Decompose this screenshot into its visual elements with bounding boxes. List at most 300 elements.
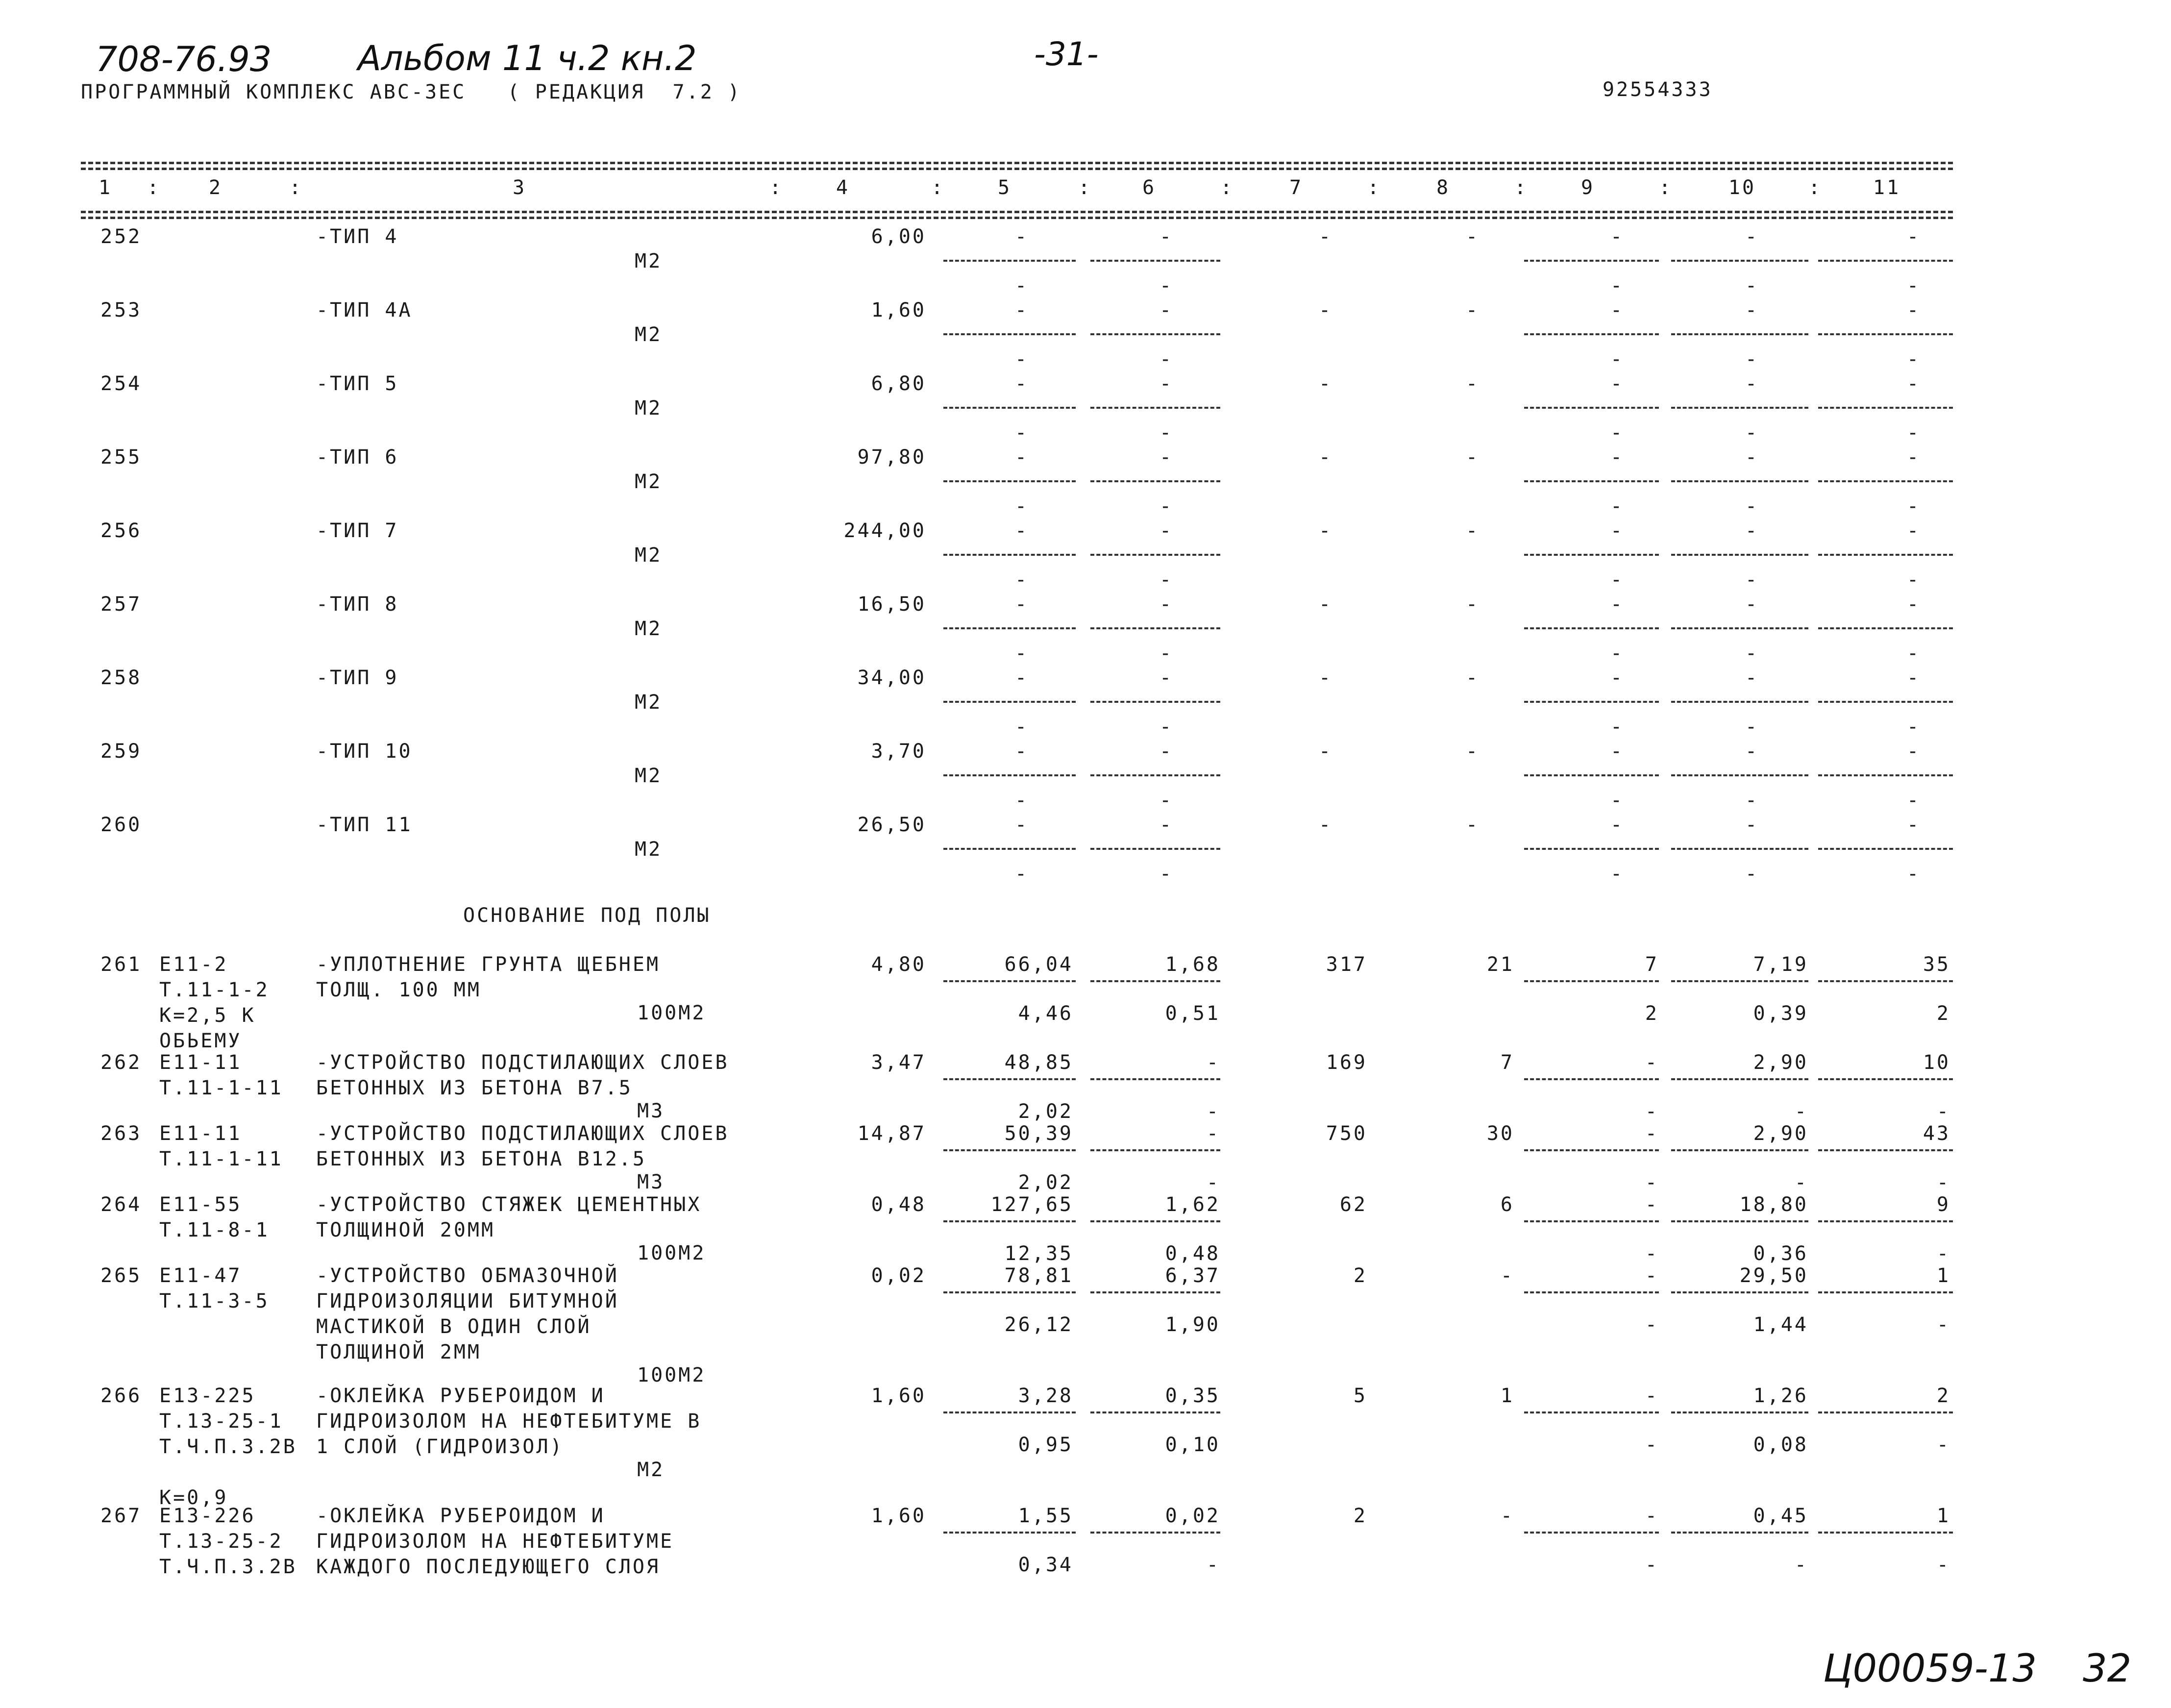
- unit: М3: [637, 1100, 665, 1122]
- machine-cost: 0,02: [1165, 1505, 1220, 1527]
- cell-divider: [1090, 1411, 1220, 1413]
- value-dash: -: [1014, 789, 1029, 812]
- value-dash: -: [1465, 814, 1480, 836]
- cell-divider: [1524, 701, 1659, 703]
- item-name: -ТИП 8: [316, 593, 399, 616]
- total-cost: 750: [1326, 1122, 1367, 1145]
- machine-wage: 0,48: [1165, 1242, 1220, 1265]
- unit: М2: [635, 765, 663, 787]
- unit: М2: [637, 1459, 665, 1481]
- cell-divider: [1090, 1078, 1220, 1080]
- labor-unit: 2,90: [1753, 1122, 1808, 1145]
- machine-cost: 1,62: [1165, 1193, 1220, 1216]
- labor-machinist-total: -: [1936, 1100, 1950, 1123]
- machine-total: 1: [1500, 1385, 1514, 1407]
- machine-wage-total: 2: [1645, 1002, 1659, 1025]
- value-dash: -: [1159, 789, 1174, 812]
- unit: М2: [635, 250, 663, 272]
- value-dash: -: [1906, 225, 1921, 248]
- norm-code: Е11-11: [159, 1122, 242, 1145]
- quantity: 3,70: [871, 740, 926, 763]
- value-dash: -: [1159, 863, 1174, 885]
- row-number: 264: [100, 1193, 142, 1216]
- total-cost: 62: [1339, 1193, 1367, 1216]
- value-dash: -: [1906, 789, 1921, 812]
- value-dash: -: [1610, 495, 1625, 518]
- value-dash: -: [1745, 299, 1759, 322]
- unit: М2: [635, 470, 663, 493]
- value-dash: -: [1465, 299, 1480, 322]
- quantity: 6,00: [871, 225, 926, 248]
- labor-total: 43: [1923, 1122, 1950, 1145]
- value-dash: -: [1159, 299, 1174, 322]
- value-dash: -: [1906, 348, 1921, 371]
- work-description: -УСТРОЙСТВО ПОДСТИЛАЮЩИХ СЛОЕВ: [316, 1122, 729, 1145]
- labor-machinist-total: -: [1936, 1313, 1950, 1336]
- machine-cost: -: [1206, 1051, 1220, 1074]
- cell-divider: [1090, 980, 1220, 982]
- handwritten-sheet-code: Ц00059-13: [1823, 1647, 2037, 1691]
- value-dash: -: [1318, 225, 1333, 248]
- norm-code: Т.11-1-11: [159, 1148, 283, 1170]
- value-dash: -: [1318, 372, 1333, 395]
- item-name: -ТИП 6: [316, 446, 399, 469]
- cell-divider: [1524, 980, 1659, 982]
- labor-machinist: 0,36: [1753, 1242, 1808, 1265]
- cell-divider: [943, 1149, 1076, 1151]
- work-description: -УСТРОЙСТВО ОБМАЗОЧНОЙ: [316, 1264, 619, 1287]
- value-dash: -: [1745, 348, 1759, 371]
- norm-code: Т.11-8-1: [159, 1219, 270, 1241]
- work-description: -УПЛОТНЕНИЕ ГРУНТА ЩЕБНЕМ: [316, 953, 661, 976]
- handwritten-sheet-number: 32: [2083, 1647, 2132, 1691]
- machine-cost: 1,68: [1165, 953, 1220, 976]
- cell-divider: [943, 333, 1076, 335]
- value-dash: -: [1906, 642, 1921, 665]
- value-dash: -: [1318, 740, 1333, 763]
- header-rule-top: [81, 162, 1953, 164]
- row-number: 265: [100, 1264, 142, 1287]
- work-description: ГИДРОИЗОЛОМ НА НЕФТЕБИТУМЕ В: [316, 1410, 702, 1433]
- value-dash: -: [1014, 667, 1029, 689]
- value-dash: -: [1465, 225, 1480, 248]
- column-separator: :: [289, 176, 303, 199]
- header-rule-bottom-2: [81, 217, 1953, 219]
- unit-wage: 4,46: [1018, 1002, 1073, 1025]
- value-dash: -: [1014, 372, 1029, 395]
- machine-wage-total: -: [1645, 1100, 1659, 1123]
- row-number: 267: [100, 1505, 142, 1527]
- machine-wage-total: -: [1645, 1171, 1659, 1194]
- value-dash: -: [1610, 740, 1625, 763]
- value-dash: -: [1159, 348, 1174, 371]
- unit: М2: [635, 544, 663, 567]
- wages-total: 7: [1645, 953, 1659, 976]
- cell-divider: [943, 848, 1076, 850]
- cell-divider: [1818, 701, 1953, 703]
- cell-divider: [1671, 260, 1808, 262]
- cell-divider: [1671, 1532, 1808, 1534]
- cell-divider: [1524, 1220, 1659, 1222]
- value-dash: -: [1906, 569, 1921, 591]
- cell-divider: [1090, 333, 1220, 335]
- program-line: ПРОГРАММНЫЙ КОМПЛЕКС АВС-ЗЕС ( РЕДАКЦИЯ 7.2 ): [81, 81, 741, 103]
- value-dash: -: [1906, 863, 1921, 885]
- unit: М3: [637, 1171, 665, 1193]
- value-dash: -: [1745, 740, 1759, 763]
- row-number: 254: [100, 372, 142, 395]
- value-dash: -: [1610, 299, 1625, 322]
- value-dash: -: [1465, 372, 1480, 395]
- labor-unit: 7,19: [1753, 953, 1808, 976]
- value-dash: -: [1610, 569, 1625, 591]
- value-dash: -: [1610, 225, 1625, 248]
- value-dash: -: [1745, 446, 1759, 469]
- item-name: -ТИП 7: [316, 520, 399, 542]
- cell-divider: [943, 627, 1076, 629]
- wages-total: -: [1645, 1505, 1659, 1527]
- total-cost: 317: [1326, 953, 1367, 976]
- cell-divider: [1524, 1291, 1659, 1293]
- value-dash: -: [1159, 421, 1174, 444]
- cell-divider: [1818, 333, 1953, 335]
- value-dash: -: [1610, 863, 1625, 885]
- value-dash: -: [1745, 789, 1759, 812]
- work-description: -УСТРОЙСТВО СТЯЖЕК ЦЕМЕНТНЫХ: [316, 1193, 702, 1216]
- cell-divider: [1671, 627, 1808, 629]
- value-dash: -: [1610, 372, 1625, 395]
- value-dash: -: [1745, 814, 1759, 836]
- cell-divider: [1671, 1291, 1808, 1293]
- cell-divider: [943, 1220, 1076, 1222]
- value-dash: -: [1159, 274, 1174, 297]
- value-dash: -: [1159, 642, 1174, 665]
- value-dash: -: [1014, 863, 1029, 885]
- work-description: ГИДРОИЗОЛОМ НА НЕФТЕБИТУМЕ: [316, 1530, 674, 1553]
- cell-divider: [1090, 407, 1220, 409]
- work-description: ТОЛЩИНОЙ 20ММ: [316, 1219, 495, 1241]
- norm-code: Е11-47: [159, 1264, 242, 1287]
- item-name: -ТИП 5: [316, 372, 399, 395]
- item-name: -ТИП 4: [316, 225, 399, 248]
- unit-wage: 26,12: [1004, 1313, 1073, 1336]
- cell-divider: [1671, 554, 1808, 556]
- cell-divider: [943, 980, 1076, 982]
- quantity: 3,47: [871, 1051, 926, 1074]
- quantity: 4,80: [871, 953, 926, 976]
- cell-divider: [1524, 480, 1659, 482]
- machine-total: -: [1500, 1505, 1514, 1527]
- row-number: 253: [100, 299, 142, 322]
- handwritten-album-code: 708-76.93: [96, 39, 272, 79]
- value-dash: -: [1159, 520, 1174, 542]
- row-number: 255: [100, 446, 142, 469]
- column-separator: :: [769, 176, 784, 199]
- value-dash: -: [1745, 642, 1759, 665]
- norm-code: К=2,5 К: [159, 1004, 256, 1027]
- value-dash: -: [1745, 520, 1759, 542]
- norm-code: Т.11-1-11: [159, 1077, 283, 1099]
- column-header-4: 4: [836, 176, 850, 199]
- value-dash: -: [1745, 421, 1759, 444]
- row-number: 261: [100, 953, 142, 976]
- value-dash: -: [1465, 667, 1480, 689]
- labor-machinist: -: [1794, 1554, 1808, 1576]
- cell-divider: [943, 774, 1076, 776]
- value-dash: -: [1159, 593, 1174, 616]
- cell-divider: [943, 701, 1076, 703]
- value-dash: -: [1906, 372, 1921, 395]
- item-name: -ТИП 11: [316, 814, 413, 836]
- column-separator: :: [1220, 176, 1234, 199]
- norm-code: Е11-2: [159, 953, 228, 976]
- machine-total: 6: [1500, 1193, 1514, 1216]
- work-description: -ОКЛЕЙКА РУБЕРОИДОМ И: [316, 1385, 605, 1407]
- value-dash: -: [1318, 520, 1333, 542]
- work-description: МАСТИКОЙ В ОДИН СЛОЙ: [316, 1315, 592, 1338]
- cell-divider: [1090, 848, 1220, 850]
- work-description: ГИДРОИЗОЛЯЦИИ БИТУМНОЙ: [316, 1290, 619, 1312]
- machine-wage-total: -: [1645, 1434, 1659, 1456]
- machine-wage: -: [1206, 1171, 1220, 1194]
- value-dash: -: [1014, 569, 1029, 591]
- cell-divider: [943, 407, 1076, 409]
- value-dash: -: [1318, 667, 1333, 689]
- unit-cost: 127,65: [990, 1193, 1073, 1216]
- machine-wage: 0,10: [1165, 1434, 1220, 1456]
- value-dash: -: [1745, 569, 1759, 591]
- cell-divider: [1090, 1220, 1220, 1222]
- machine-wage-total: -: [1645, 1242, 1659, 1265]
- norm-code: Т.11-1-2: [159, 979, 270, 1001]
- value-dash: -: [1610, 667, 1625, 689]
- column-separator: :: [147, 176, 161, 199]
- column-header-5: 5: [997, 176, 1012, 199]
- cell-divider: [1818, 1532, 1953, 1534]
- value-dash: -: [1906, 274, 1921, 297]
- item-name: -ТИП 10: [316, 740, 413, 763]
- value-dash: -: [1014, 348, 1029, 371]
- value-dash: -: [1745, 593, 1759, 616]
- value-dash: -: [1159, 740, 1174, 763]
- labor-total: 2: [1936, 1385, 1950, 1407]
- cell-divider: [1818, 774, 1953, 776]
- machine-wage: 1,90: [1165, 1313, 1220, 1336]
- unit: 100М2: [637, 1364, 706, 1386]
- cell-divider: [1818, 1220, 1953, 1222]
- quantity: 0,48: [871, 1193, 926, 1216]
- machine-total: -: [1500, 1264, 1514, 1287]
- quantity: 6,80: [871, 372, 926, 395]
- labor-total: 9: [1936, 1193, 1950, 1216]
- value-dash: -: [1159, 814, 1174, 836]
- quantity: 244,00: [843, 520, 926, 542]
- value-dash: -: [1014, 593, 1029, 616]
- cell-divider: [1090, 260, 1220, 262]
- cell-divider: [1671, 1149, 1808, 1151]
- cell-divider: [1671, 1078, 1808, 1080]
- cell-divider: [1524, 1078, 1659, 1080]
- machine-wage: 0,51: [1165, 1002, 1220, 1025]
- row-number: 256: [100, 520, 142, 542]
- labor-total: 1: [1936, 1505, 1950, 1527]
- unit: М2: [635, 691, 663, 714]
- cell-divider: [1524, 1149, 1659, 1151]
- header-rule-bottom: [81, 211, 1953, 213]
- cell-divider: [1090, 627, 1220, 629]
- row-number: 252: [100, 225, 142, 248]
- value-dash: -: [1906, 299, 1921, 322]
- value-dash: -: [1014, 274, 1029, 297]
- cell-divider: [1818, 627, 1953, 629]
- unit-wage: 0,95: [1018, 1434, 1073, 1456]
- value-dash: -: [1318, 299, 1333, 322]
- column-separator: :: [1514, 176, 1529, 199]
- value-dash: -: [1610, 421, 1625, 444]
- cell-divider: [1818, 1149, 1953, 1151]
- norm-code: Е11-55: [159, 1193, 242, 1216]
- value-dash: -: [1745, 716, 1759, 738]
- column-header-8: 8: [1436, 176, 1451, 199]
- work-description: ТОЛЩИНОЙ 2ММ: [316, 1341, 481, 1363]
- column-header-7: 7: [1289, 176, 1304, 199]
- quantity: 97,80: [857, 446, 926, 469]
- column-separator: :: [1659, 176, 1673, 199]
- cell-divider: [1090, 701, 1220, 703]
- value-dash: -: [1906, 814, 1921, 836]
- total-cost: 169: [1326, 1051, 1367, 1074]
- value-dash: -: [1906, 520, 1921, 542]
- item-name: -ТИП 4А: [316, 299, 413, 322]
- value-dash: -: [1906, 446, 1921, 469]
- row-number: 260: [100, 814, 142, 836]
- work-description: -ОКЛЕЙКА РУБЕРОИДОМ И: [316, 1505, 605, 1527]
- machine-wage: -: [1206, 1100, 1220, 1123]
- norm-code: Т.13-25-1: [159, 1410, 283, 1433]
- cell-divider: [1090, 1149, 1220, 1151]
- column-header-2: 2: [208, 176, 223, 199]
- value-dash: -: [1745, 667, 1759, 689]
- cell-divider: [1818, 1411, 1953, 1413]
- value-dash: -: [1159, 446, 1174, 469]
- machine-wage-total: -: [1645, 1554, 1659, 1576]
- value-dash: -: [1014, 814, 1029, 836]
- labor-machinist-total: -: [1936, 1554, 1950, 1576]
- row-number: 259: [100, 740, 142, 763]
- cell-divider: [943, 260, 1076, 262]
- cell-divider: [1671, 701, 1808, 703]
- unit-cost: 1,55: [1018, 1505, 1073, 1527]
- cell-divider: [1524, 554, 1659, 556]
- work-description: -УСТРОЙСТВО ПОДСТИЛАЮЩИХ СЛОЕВ: [316, 1051, 729, 1074]
- value-dash: -: [1465, 593, 1480, 616]
- labor-machinist-total: -: [1936, 1171, 1950, 1194]
- cell-divider: [1818, 1291, 1953, 1293]
- value-dash: -: [1745, 863, 1759, 885]
- item-name: -ТИП 9: [316, 667, 399, 689]
- cell-divider: [943, 480, 1076, 482]
- cell-divider: [1818, 407, 1953, 409]
- unit-cost: 50,39: [1004, 1122, 1073, 1145]
- column-header-6: 6: [1142, 176, 1157, 199]
- labor-machinist: 0,39: [1753, 1002, 1808, 1025]
- norm-code: Е13-226: [159, 1505, 256, 1527]
- labor-unit: 29,50: [1739, 1264, 1808, 1287]
- work-description: БЕТОННЫХ ИЗ БЕТОНА В12.5: [316, 1148, 646, 1170]
- value-dash: -: [1906, 667, 1921, 689]
- cell-divider: [1090, 1532, 1220, 1534]
- machine-cost: 6,37: [1165, 1264, 1220, 1287]
- value-dash: -: [1610, 593, 1625, 616]
- total-cost: 2: [1353, 1264, 1367, 1287]
- labor-machinist-total: 2: [1936, 1002, 1950, 1025]
- work-description: ТОЛЩ. 100 ММ: [316, 979, 481, 1001]
- wages-total: -: [1645, 1264, 1659, 1287]
- cell-divider: [1524, 774, 1659, 776]
- quantity: 16,50: [857, 593, 926, 616]
- quantity: 26,50: [857, 814, 926, 836]
- value-dash: -: [1610, 446, 1625, 469]
- machine-cost: 0,35: [1165, 1385, 1220, 1407]
- value-dash: -: [1610, 789, 1625, 812]
- machine-total: 30: [1486, 1122, 1514, 1145]
- norm-code: К=0,9: [159, 1486, 228, 1509]
- row-number: 263: [100, 1122, 142, 1145]
- wages-total: -: [1645, 1051, 1659, 1074]
- value-dash: -: [1014, 495, 1029, 518]
- cell-divider: [1818, 260, 1953, 262]
- labor-machinist: 0,08: [1753, 1434, 1808, 1456]
- cell-divider: [1671, 1411, 1808, 1413]
- machine-total: 21: [1486, 953, 1514, 976]
- cell-divider: [943, 554, 1076, 556]
- value-dash: -: [1610, 716, 1625, 738]
- handwritten-album-title: Альбом 11 ч.2 кн.2: [358, 38, 697, 78]
- value-dash: -: [1610, 814, 1625, 836]
- norm-code: Е11-11: [159, 1051, 242, 1074]
- unit-wage: 2,02: [1018, 1171, 1073, 1194]
- unit: 100М2: [637, 1002, 706, 1024]
- quantity: 14,87: [857, 1122, 926, 1145]
- value-dash: -: [1610, 348, 1625, 371]
- column-separator: :: [931, 176, 945, 199]
- value-dash: -: [1014, 225, 1029, 248]
- cell-divider: [1524, 627, 1659, 629]
- unit-cost: 78,81: [1004, 1264, 1073, 1287]
- work-description: БЕТОННЫХ ИЗ БЕТОНА В7.5: [316, 1077, 633, 1099]
- labor-machinist: -: [1794, 1100, 1808, 1123]
- unit-cost: 3,28: [1018, 1385, 1073, 1407]
- unit: М2: [635, 618, 663, 640]
- unit: М2: [635, 397, 663, 420]
- norm-code: Т.Ч.П.3.2В: [159, 1436, 297, 1458]
- norm-code: Е13-225: [159, 1385, 256, 1407]
- row-number: 258: [100, 667, 142, 689]
- cell-divider: [1818, 554, 1953, 556]
- cell-divider: [943, 1532, 1076, 1534]
- value-dash: -: [1906, 593, 1921, 616]
- quantity: 1,60: [871, 1385, 926, 1407]
- labor-total: 35: [1923, 953, 1950, 976]
- labor-machinist-total: -: [1936, 1434, 1950, 1456]
- unit: М2: [635, 838, 663, 861]
- value-dash: -: [1159, 667, 1174, 689]
- cell-divider: [1524, 333, 1659, 335]
- column-header-10: 10: [1728, 176, 1756, 199]
- value-dash: -: [1318, 814, 1333, 836]
- unit-wage: 2,02: [1018, 1100, 1073, 1123]
- unit-cost: 66,04: [1004, 953, 1073, 976]
